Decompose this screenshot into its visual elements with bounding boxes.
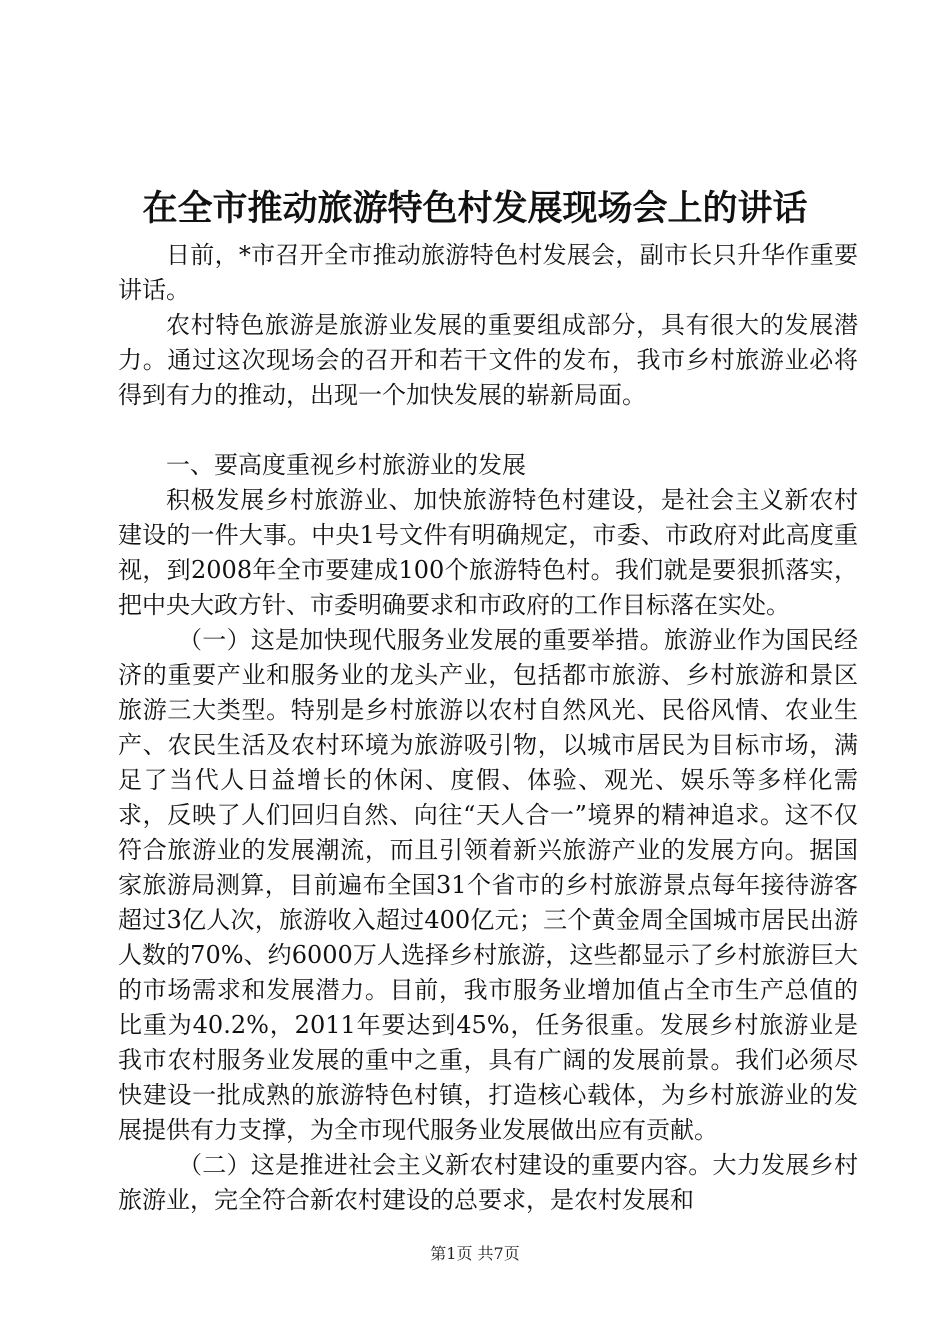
paragraph-point-one: （一）这是加快现代服务业发展的重要举措。旅游业作为国民经济的重要产业和服务业的龙头产业，包括都市旅游、乡村旅游和景区旅游三大类型。特别是乡村旅游以农村自然风光、民俗风情、农业生产、农民生活及农村环境为旅游吸引物，以城市居民为目标市场，满足了当代人日益增长的休闲、度假、体验、观光、娱乐等多样化需求，反映了人们回归自然、向往“天人合一”境界的精神追求。这不仅符合旅游业的发展潮流，而且引领着新兴旅游产业的发展方向。据国家旅游局测算，目前遍布全国31个省市的乡村旅游景点每年接待游客超过3亿人次，旅游收入超过400亿元；三个黄金周全国城市居民出游人数的70%、约6000万人选择乡村旅游，这些都显示了乡村旅游巨大的市场需求和发展潜力。目前，我市服务业增加值占全市生产总值的比重为40.2%，2011年要达到45%，任务很重。发展乡村旅游业是我市农村服务业发展的重中之重，具有广阔的发展前景。我们必须尽快建设一批成熟的旅游特色村镇，打造核心载体，为乡村旅游业的发展提供有力支撑，为全市现代服务业发展做出应有贡献。	[118, 626, 858, 1144]
page-footer: 第1页 共7页	[430, 1244, 520, 1263]
paragraph-significance: 积极发展乡村旅游业、加快旅游特色村建设，是社会主义新农村建设的一件大事。中央1号文件有明确规定，市委、市政府对此高度重视，到2008年全市要建成100个旅游特色村。我们就是要狠抓落实，把中央大政方针、市委明确要求和市政府的工作目标落在实处。	[118, 486, 858, 619]
document-body	[118, 238, 858, 1218]
section-heading: 一、要高度重视乡村旅游业的发展	[166, 451, 526, 479]
paragraph-point-two: （二）这是推进社会主义新农村建设的重要内容。大力发展乡村旅游业，完全符合新农村建设的总要求，是农村发展和	[118, 1151, 858, 1214]
paragraph-intro: 日前，*市召开全市推动旅游特色村发展会，副市长只升华作重要讲话。	[118, 241, 858, 304]
document-title: 在全市推动旅游特色村发展现场会上的讲话	[142, 188, 808, 229]
paragraph-overview: 农村特色旅游是旅游业发展的重要组成部分，具有很大的发展潜力。通过这次现场会的召开和若干文件的发布，我市乡村旅游业必将得到有力的推动，出现一个加快发展的崭新局面。	[118, 311, 858, 409]
